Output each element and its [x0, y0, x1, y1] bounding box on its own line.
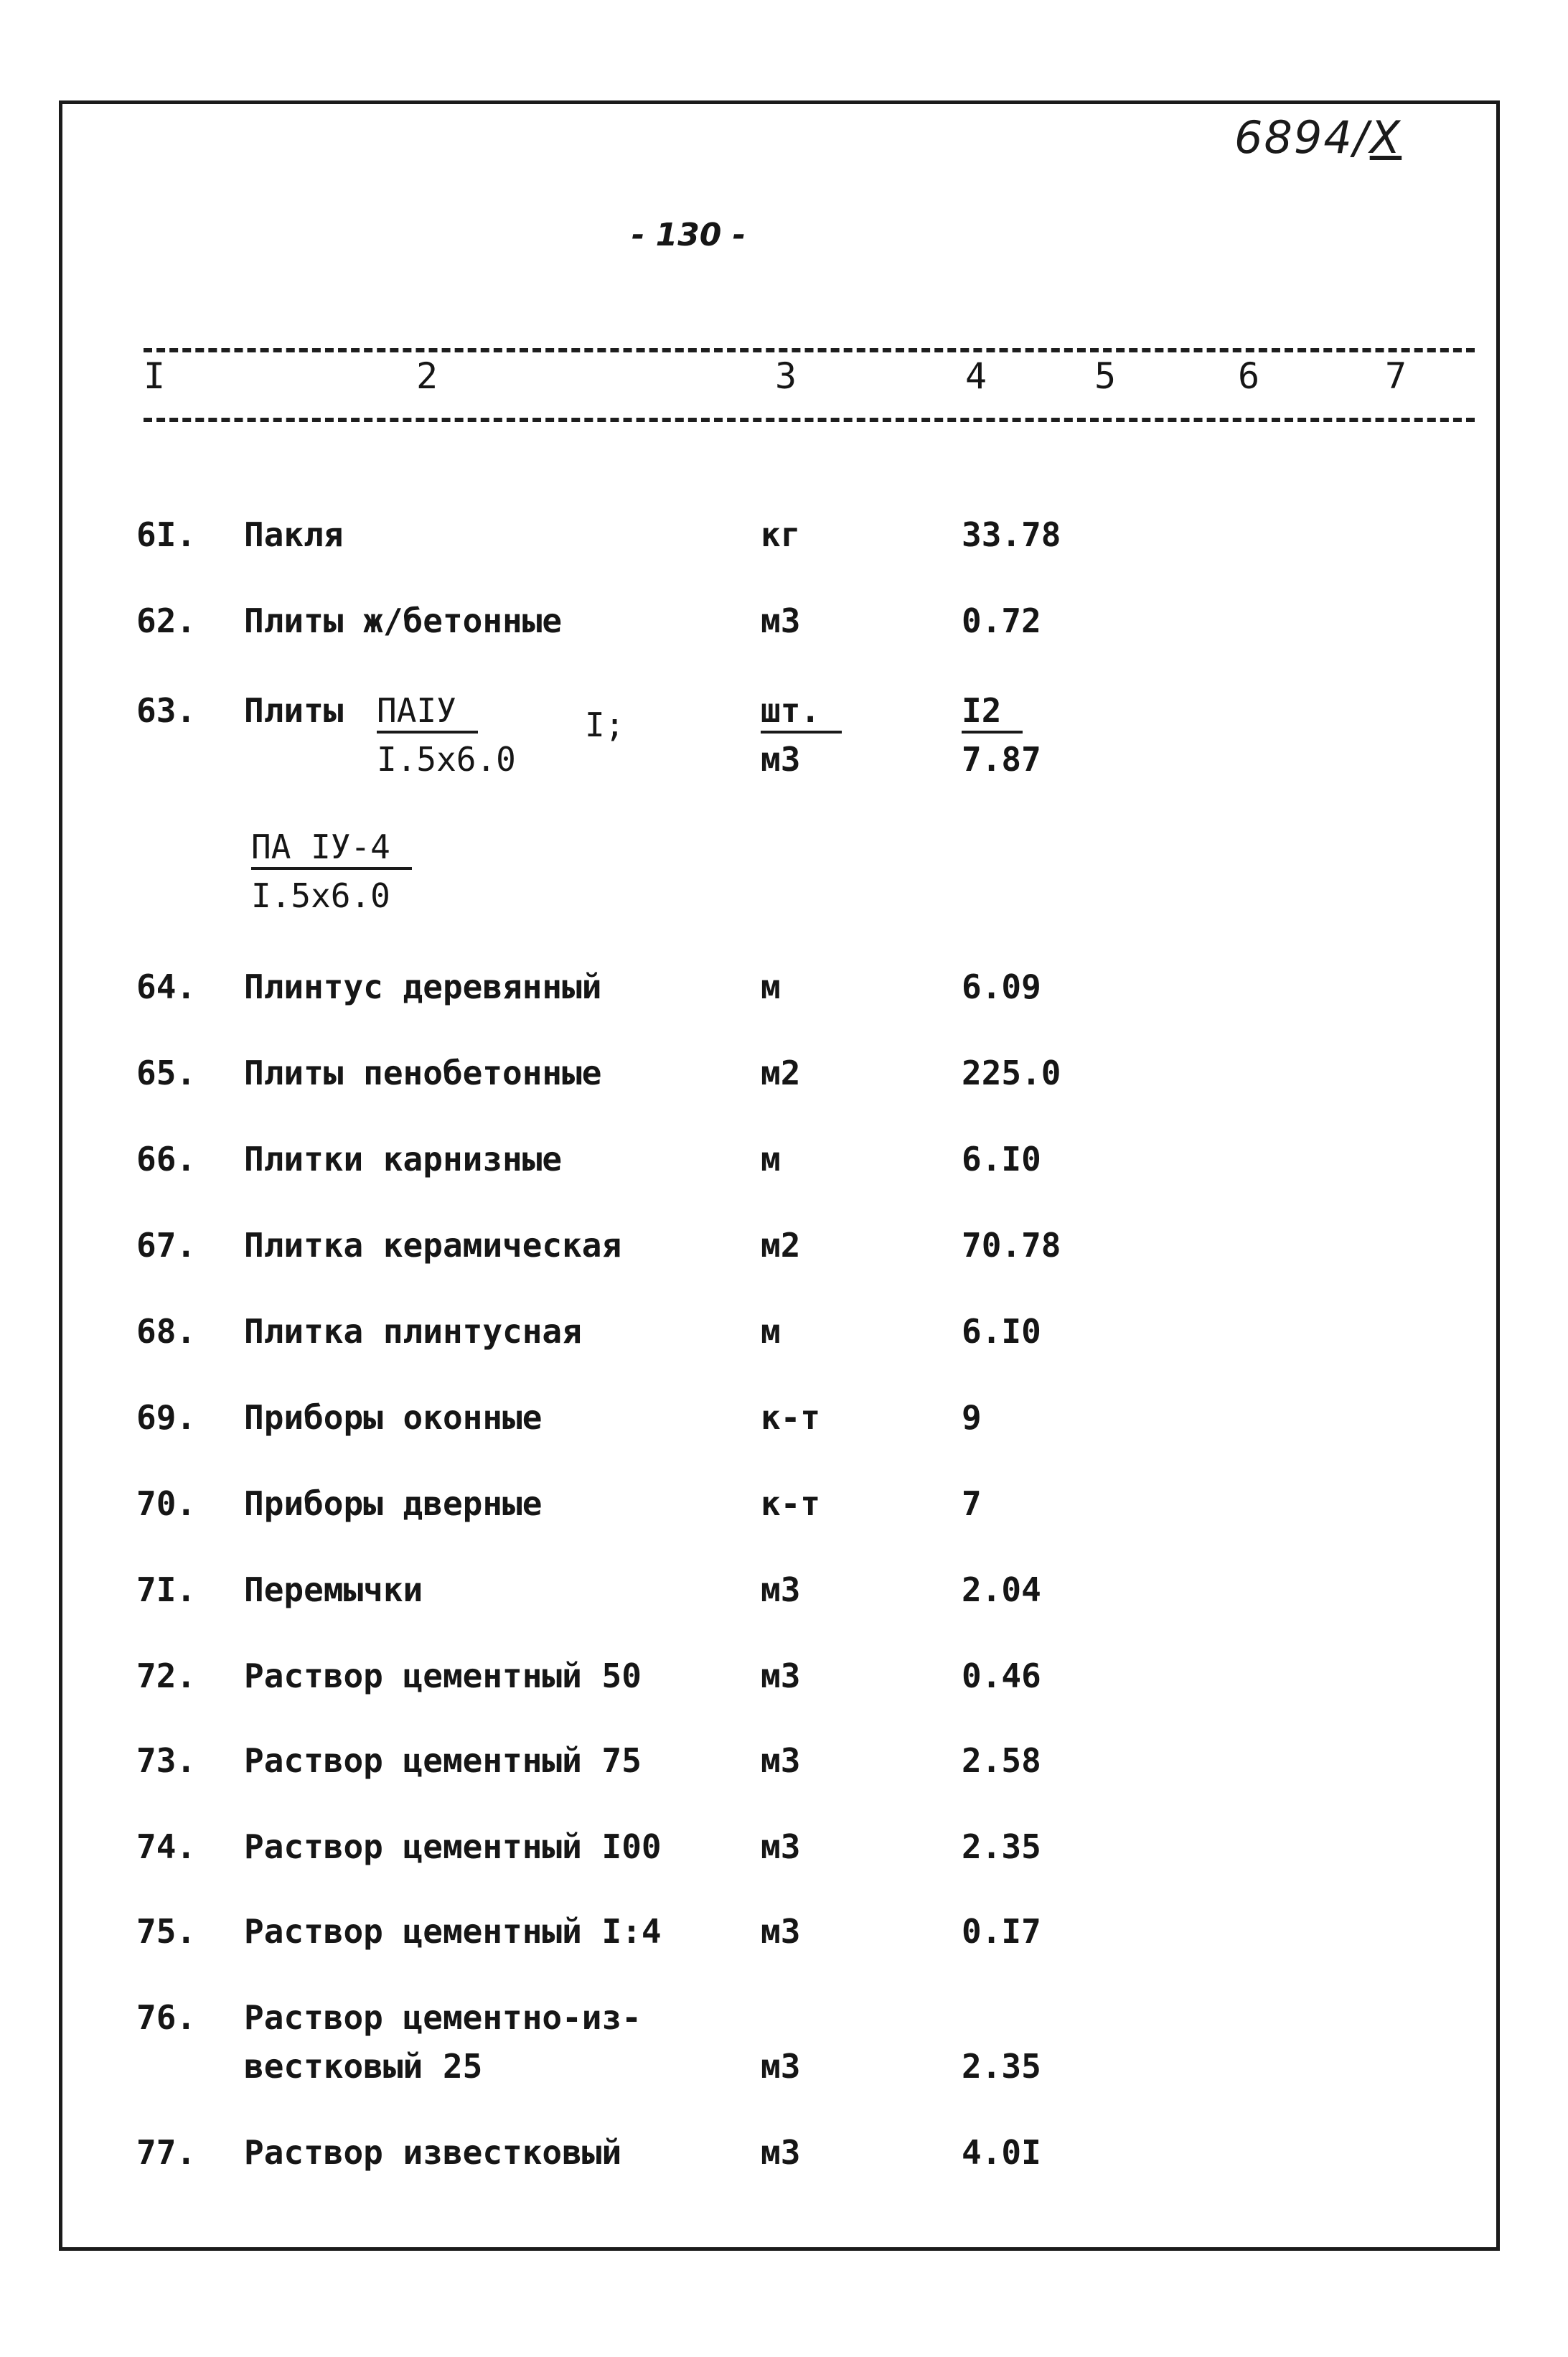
row-quantity-bottom: 7.87 [962, 740, 1041, 779]
row-quantity: 225.0 [962, 1054, 1061, 1092]
column-header-1: I [144, 355, 166, 397]
header-divider-bottom [144, 418, 1475, 422]
document-number [1234, 111, 1402, 164]
row-unit: м3 [761, 2047, 801, 2086]
doc-number-section: X [1369, 111, 1402, 164]
row-quantity: 2.35 [962, 1827, 1041, 1866]
row-number: 6I. [136, 515, 197, 554]
row-quantity: 2.04 [962, 1570, 1041, 1609]
row-name: Плитка керамическая [244, 1226, 622, 1265]
row-number: 72. [136, 1657, 197, 1695]
row-name: Раствор цементный 50 [244, 1657, 642, 1695]
row-name: Плитки карнизные [244, 1140, 563, 1178]
row-unit: м3 [761, 1827, 801, 1866]
row-number: 74. [136, 1827, 197, 1866]
row-name: Плиты пенобетонные [244, 1054, 602, 1092]
row-number: 69. [136, 1398, 197, 1437]
row-number: 66. [136, 1140, 197, 1178]
row-name: Плитка плинтусная [244, 1312, 582, 1351]
row-quantity: 33.78 [962, 515, 1061, 554]
column-header-6: 6 [1238, 355, 1260, 397]
row-name: Раствор известковый [244, 2133, 622, 2172]
row-name: Пакля [244, 515, 344, 554]
row-quantity: 7 [962, 1484, 982, 1523]
row-quantity: 70.78 [962, 1226, 1061, 1265]
row-name: Раствор цементный I:4 [244, 1912, 662, 1951]
row-quantity: 6.I0 [962, 1140, 1041, 1178]
row-unit: м3 [761, 2133, 801, 2172]
column-header-5: 5 [1094, 355, 1117, 397]
header-divider-top [144, 348, 1475, 352]
row-quantity: 0.46 [962, 1657, 1041, 1695]
row-name: Перемычки [244, 1570, 423, 1609]
row-quantity: 6.I0 [962, 1312, 1041, 1351]
doc-number-prefix: 6894/ [1234, 111, 1370, 164]
row-unit: м [761, 1140, 781, 1178]
row-number: 67. [136, 1226, 197, 1265]
column-header-3: 3 [775, 355, 797, 397]
column-header-2: 2 [416, 355, 438, 397]
row-number: 75. [136, 1912, 197, 1951]
row-quantity-top: I2 [962, 690, 1023, 734]
row-name: Плиты [244, 691, 344, 730]
row-number: 68. [136, 1312, 197, 1351]
row-number: 70. [136, 1484, 197, 1523]
slab-count: I; [585, 706, 625, 744]
slab-mark-2-bottom: I.5x6.0 [251, 876, 390, 915]
row-unit: к-т [761, 1398, 821, 1437]
row-number: 62. [136, 601, 197, 640]
row-unit: м3 [761, 1741, 801, 1780]
row-number: 77. [136, 2133, 197, 2172]
page-number: - 130 - [632, 217, 746, 253]
row-unit: к-т [761, 1484, 821, 1523]
slab-mark-2-top: ПА IУ-4 [251, 827, 412, 870]
row-name: Раствор цементный 75 [244, 1741, 642, 1780]
slab-mark-1-top: ПАIУ [377, 690, 478, 734]
row-name: Раствор цементный I00 [244, 1827, 662, 1866]
table-row [0, 1992, 1568, 2093]
row-name: Приборы оконные [244, 1398, 543, 1437]
row-unit: кг [761, 515, 801, 554]
row-quantity: 2.35 [962, 2047, 1041, 2086]
row-quantity: 6.09 [962, 967, 1041, 1006]
column-header-4: 4 [965, 355, 987, 397]
row-name: Плиты ж/бетонные [244, 601, 563, 640]
row-name: Приборы дверные [244, 1484, 543, 1523]
row-unit: м [761, 967, 781, 1006]
row-unit: м2 [761, 1226, 801, 1265]
row-name-line-2: вестковый 25 [244, 2047, 483, 2086]
row-unit: м3 [761, 1912, 801, 1951]
column-header-7: 7 [1385, 355, 1407, 397]
table-row [0, 685, 1568, 915]
row-number: 76. [136, 1998, 197, 2037]
row-number: 73. [136, 1741, 197, 1780]
row-number: 63. [136, 691, 197, 730]
row-quantity: 2.58 [962, 1741, 1041, 1780]
row-number: 64. [136, 967, 197, 1006]
row-unit: м [761, 1312, 781, 1351]
slab-mark-1-bottom: I.5x6.0 [377, 740, 516, 779]
row-quantity: 9 [962, 1398, 982, 1437]
row-name: Плинтус деревянный [244, 967, 602, 1006]
row-number: 7I. [136, 1570, 197, 1609]
row-name-line-1: Раствор цементно-из- [244, 1998, 642, 2037]
row-unit-top: шт. [761, 690, 842, 734]
row-quantity: 4.0I [962, 2133, 1041, 2172]
row-unit: м3 [761, 1570, 801, 1609]
row-number: 65. [136, 1054, 197, 1092]
row-quantity: 0.72 [962, 601, 1041, 640]
row-unit-bottom: м3 [761, 740, 801, 779]
row-unit: м2 [761, 1054, 801, 1092]
row-quantity: 0.I7 [962, 1912, 1041, 1951]
row-unit: м3 [761, 1657, 801, 1695]
row-unit: м3 [761, 601, 801, 640]
